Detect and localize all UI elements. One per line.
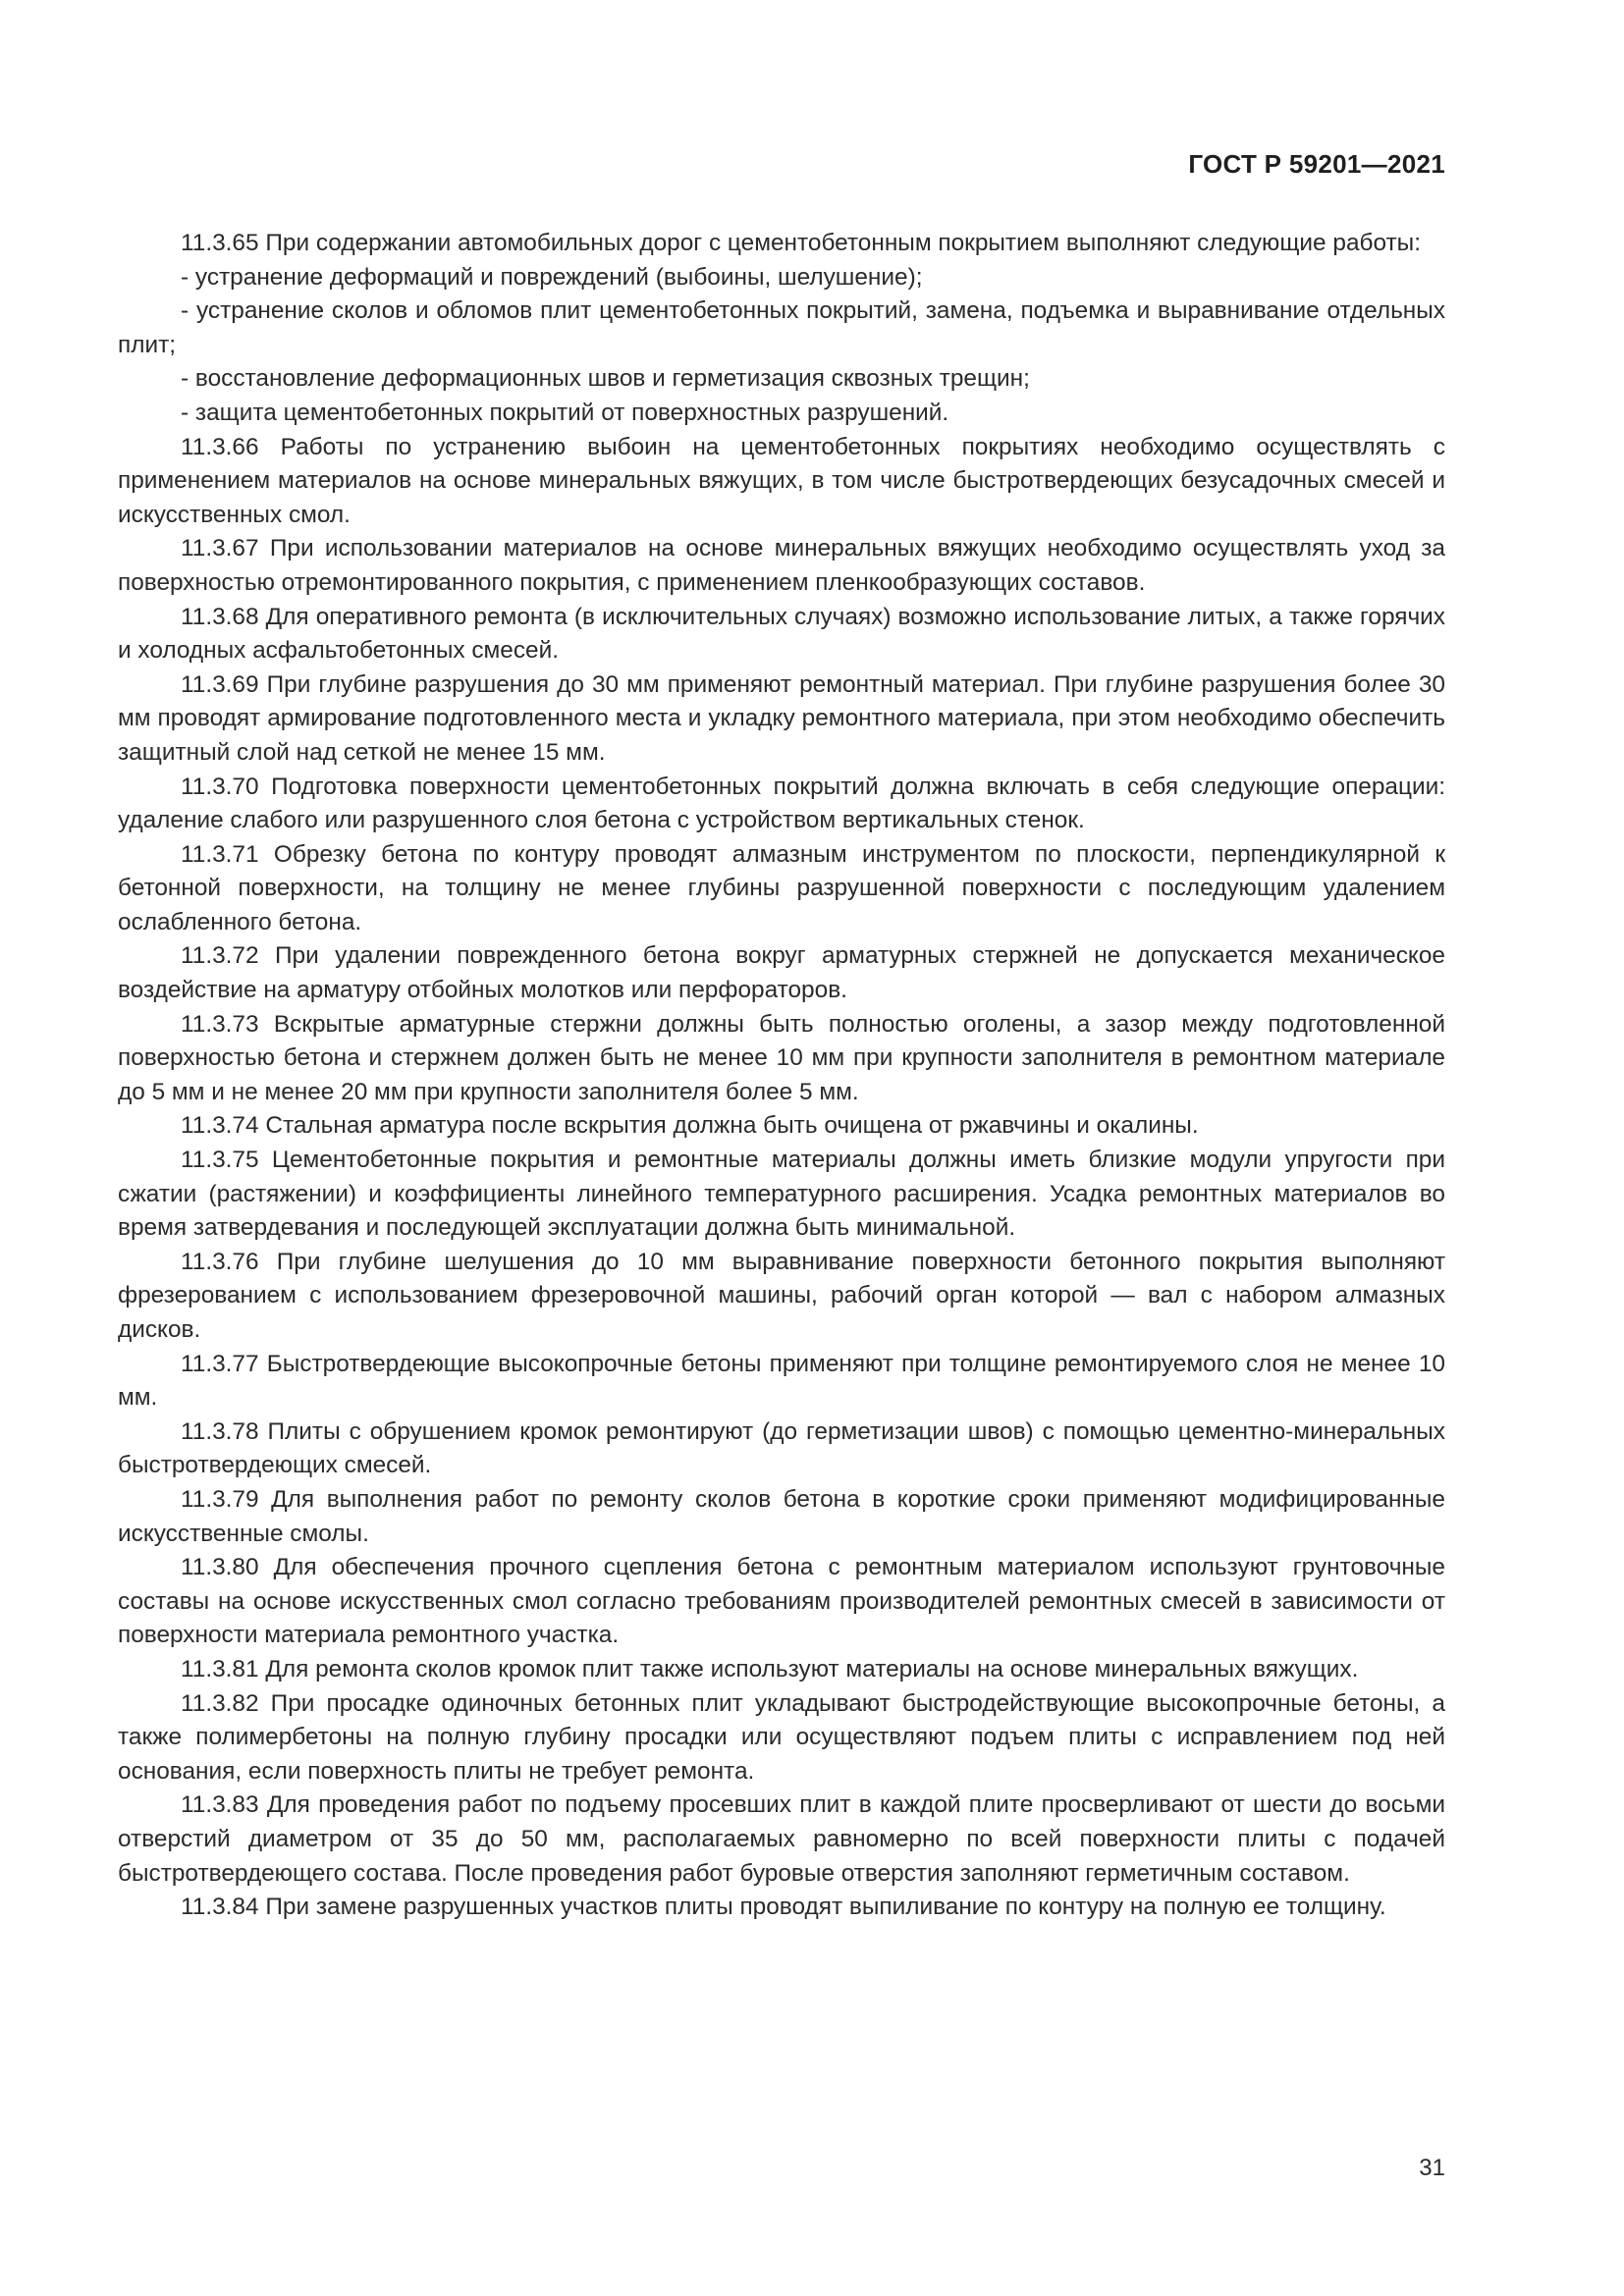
clause-paragraph: 11.3.74 Стальная арматура после вскрытия должна быть очищена от ржавчины и окалины.: [181, 1112, 1199, 1140]
clause-paragraph: 11.3.76 При глубине шелушения до 10 мм выравнивание поверхности бетонного покрытия выполняют фрезерованием с использованием фрезеровочной машины, рабочий орган которой — вал с набором алмазных дисков.: [118, 1248, 1445, 1343]
list-item: - защита цементобетонных покрытий от поверхностных разрушений.: [181, 399, 949, 426]
clause-paragraph: 11.3.67 При использовании материалов на основе минеральных вяжущих необходимо осуществлять уход за поверхностью отремонтированного покрытия, с применением пленкообразующих составов.: [118, 535, 1445, 596]
page-number: 31: [1419, 2155, 1445, 2181]
document-body: [118, 227, 1445, 1925]
document-code: ГОСТ Р 59201—2021: [1188, 149, 1445, 179]
clause-paragraph: 11.3.71 Обрезку бетона по контуру проводят алмазным инструментом по плоскости, перпендикулярной к бетонной поверхности, на толщину не менее глубины разрушенной поверхности с последующим удалением ослабленного бетона.: [118, 840, 1445, 935]
clause-paragraph: 11.3.65 При содержании автомобильных дорог с цементобетонным покрытием выполняют следующие работы:: [181, 230, 1421, 256]
list-item: - устранение сколов и обломов плит цементобетонных покрытий, замена, подъемка и выравнивание отдельных плит;: [118, 297, 1445, 358]
clause-paragraph: 11.3.84 При замене разрушенных участков плиты проводят выпиливание по контуру на полную ее толщину.: [181, 1894, 1386, 1921]
clause-paragraph: 11.3.72 При удалении поврежденного бетона вокруг арматурных стержней не допускается механическое воздействие на арматуру отбойных молотков или перфораторов.: [118, 942, 1445, 1004]
clause-paragraph: 11.3.83 Для проведения работ по подъему просевших плит в каждой плите просверливают от шести до восьми отверстий диаметром от 35 до 50 мм, располагаемых равномерно по всей поверхности плиты с подачей быстротвердеющего состава. После проведения работ буровые отверстия заполняют герметичным составом.: [118, 1791, 1445, 1887]
clause-paragraph: 11.3.68 Для оперативного ремонта (в исключительных случаях) возможно использование литых, а также горячих и холодных асфальтобетонных смесей.: [118, 603, 1445, 665]
clause-paragraph: 11.3.79 Для выполнения работ по ремонту сколов бетона в короткие сроки применяют модифицированные искусственные смолы.: [118, 1485, 1445, 1547]
clause-paragraph: 11.3.80 Для обеспечения прочного сцепления бетона с ремонтным материалом используют грунтовочные составы на основе искусственных смол согласно требованиям производителей ремонтных смесей в зависимости от поверхности материала ремонтного участка.: [118, 1554, 1445, 1649]
list-item: - восстановление деформационных швов и герметизация сквозных трещин;: [181, 365, 1030, 393]
clause-paragraph: 11.3.75 Цементобетонные покрытия и ремонтные материалы должны иметь близкие модули упругости при сжатии (растяжении) и коэффициенты линейного температурного расширения. Усадка ремонтных материалов во время затвердевания и последующей эксплуатации должна быть минимальной.: [118, 1147, 1445, 1242]
clause-paragraph: 11.3.77 Быстротвердеющие высокопрочные бетоны применяют при толщине ремонтируемого слоя не менее 10 мм.: [118, 1350, 1445, 1412]
clause-paragraph: 11.3.70 Подготовка поверхности цементобетонных покрытий должна включать в себя следующие операции: удаление слабого или разрушенного слоя бетона с устройством вертикальных стенок.: [118, 773, 1445, 834]
clause-paragraph: 11.3.66 Работы по устранению выбоин на цементобетонных покрытиях необходимо осуществлять с применением материалов на основе минеральных вяжущих, в том числе быстротвердеющих безусадочных смесей и искусственных смол.: [118, 433, 1445, 528]
list-item: - устранение деформаций и повреждений (выбоины, шелушение);: [181, 263, 923, 291]
clause-paragraph: 11.3.73 Вскрытые арматурные стержни должны быть полностью оголены, а зазор между подготовленной поверхностью бетона и стержнем должен быть не менее 10 мм при крупности заполнителя в ремонтном материале до 5 мм и не менее 20 мм при крупности заполнителя более 5 мм.: [118, 1010, 1445, 1105]
clause-paragraph: 11.3.82 При просадке одиночных бетонных плит укладывают быстродействующие высокопрочные бетоны, а также полимербетоны на полную глубину просадки или осуществляют подъем плиты с исправлением под ней основания, если поверхность плиты не требует ремонта.: [118, 1689, 1445, 1785]
clause-paragraph: 11.3.69 При глубине разрушения до 30 мм применяют ремонтный материал. При глубине разрушения более 30 мм проводят армирование подготовленного места и укладку ремонтного материала, при этом необходимо обеспечить защитный слой над сеткой не менее 15 мм.: [118, 670, 1445, 766]
clause-paragraph: 11.3.78 Плиты с обрушением кромок ремонтируют (до герметизации швов) с помощью цементно-минеральных быстротвердеющих смесей.: [118, 1417, 1445, 1479]
clause-paragraph: 11.3.81 Для ремонта сколов кромок плит также используют материалы на основе минеральных вяжущих.: [181, 1655, 1359, 1682]
